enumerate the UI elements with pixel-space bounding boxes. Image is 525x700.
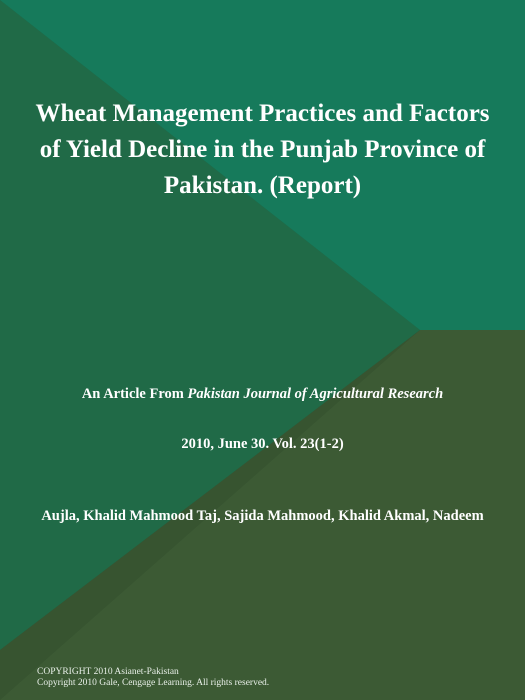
article-source	[10, 384, 515, 404]
source-prefix: An Article From	[81, 386, 184, 402]
journal-name: Pakistan Journal of Agricultural Research	[187, 386, 444, 402]
authors: Aujla, Khalid Mahmood Taj, Sajida Mahmood, Khalid Akmal, Nadeem	[41, 508, 484, 524]
issue-info: 2010, June 30. Vol. 23(1-2)	[181, 436, 344, 452]
copyright-notice	[37, 667, 507, 689]
copyright-line-1: COPYRIGHT 2010 Asianet-Pakistan	[37, 667, 179, 677]
cover-title: Wheat Management Practices and Factors of Yield Decline in the Punjab Province of Pakistan. (Report)	[35, 100, 490, 199]
copyright-line-2: Copyright 2010 Gale, Cengage Learning. All rights reserved.	[37, 678, 270, 688]
